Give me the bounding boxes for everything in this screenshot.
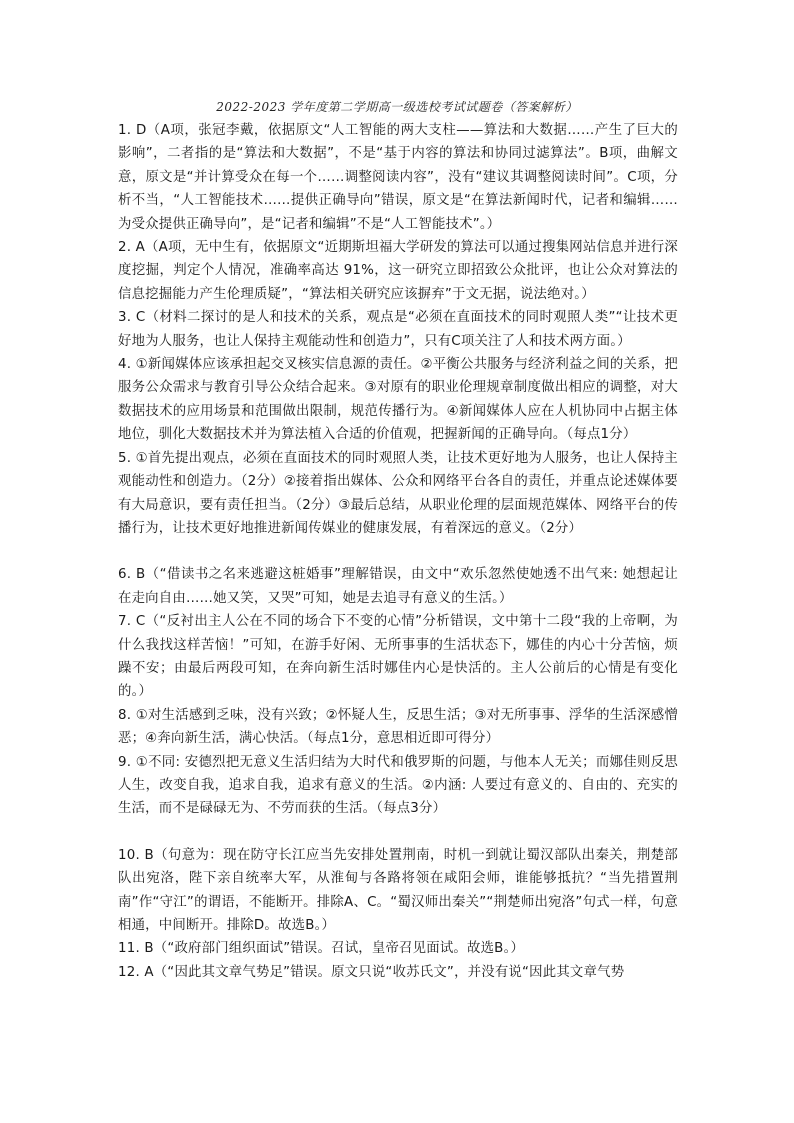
answer-3: 3. C（材料二探讨的是人和技术的关系，观点是“必须在直面技术的同时观照人类”“让技术更好地为人服务，也让人保持主观能动性和创造力”，只有C项关注了人和技术两方面。） bbox=[118, 310, 678, 349]
answer-8: 8. ①对生活感到乏味，没有兴致；②怀疑人生，反思生活；③对无所事事、浮华的生活深感憎恶；④奔向新生活，满心快活。（每点1分，意思相近即可得分） bbox=[118, 707, 678, 747]
answer-4: 4. ①新闻媒体应该承担起交叉核实信息源的责任。②平衡公共服务与经济利益之间的关系，把服务公众需求与教育引导公众结合起来。③对原有的职业伦理规章制度做出相应的调整，对大数据技术的应用场景和范围做出限制，规范传播行为。④新闻媒体人应在人机协同中占据主体地位，驯化大数据技术并为算法植入合适的价值观，把握新闻的正确导向。（每点1分） bbox=[118, 357, 678, 443]
answer-9: 9. ①不同: 安德烈把无意义生活归结为大时代和俄罗斯的问题，与他本人无关；而娜佳则反思人生，改变自我，追求自我，追求有意义的生活。②内涵: 人要过有意义的、自由的、充实的生活，而不是碌碌无为、不劳而获的生活。（每点3分） bbox=[118, 754, 678, 817]
page-title: 2022-2023 学年度第二学期高一级选校考试试题卷（答案解析） bbox=[216, 100, 578, 114]
answer-10: 10. B（句意为：现在防守长江应当先安排处置荆南，时机一到就让蜀汉部队出秦关，荆楚部队出宛洛，陛下亲自统率大军，从淮甸与各路将领在咸阳会师，谁能够抵抗？“当先措置荆南”作“守江”的谓语，不能断开。排除A、C。“蜀汉师出秦关”“荆楚师出宛洛”句式一样，句意相通，中间断开。排除D。故选B。） bbox=[118, 847, 678, 933]
answer-2: 2. A（A项，无中生有，依据原文“近期斯坦福大学研发的算法可以通过搜集网站信息并进行深度挖掘，判定个人情况，准确率高达 91%，这一研究立即招致公众批评，也让公众对算法的信息挖掘能力产生伦理质疑”，“算法相关研究应该摒弃”于文无据，说法绝对。） bbox=[118, 240, 678, 302]
section-gap bbox=[118, 821, 678, 844]
answer-content bbox=[118, 119, 678, 984]
answer-6: 6. B（“借读书之名来逃避这桩婚事”理解错误，由文中“欢乐忽然使她透不出气来: 她想起让在走向自由……她又笑，又哭”可知，她是去追寻有意义的生活。） bbox=[118, 567, 678, 606]
answer-7: 7. C（“反衬出主人公在不同的场合下不变的心情”分析错误，文中第十二段“我的上帝啊，为什么我找这样苦恼！”可知，在游手好闲、无所事事的生活状态下，娜佳的内心十分苦恼，烦躁不安；由最后两段可知，在奔向新生活时娜佳内心是快活的。主人公前后的心情是有变化的。） bbox=[118, 614, 678, 700]
answer-5: 5. ①首先提出观点，必须在直面技术的同时观照人类，让技术更好地为人服务，也让人保持主观能动性和创造力。（2分）②接着指出媒体、公众和网络平台各自的责任，并重点论述媒体要有大局意识，要有责任担当。（2分）③最后总结，从职业伦理的层面规范媒体、网络平台的传播行为，让技术更好地推进新闻传媒业的健康发展，有着深远的意义。（2分） bbox=[118, 450, 678, 536]
answer-12: 12. A（“因此其文章气势足”错误。原文只说“收苏氏文”，并没有说“因此其文章气势 bbox=[118, 964, 625, 980]
section-gap bbox=[118, 540, 678, 563]
answer-11: 11. B（“政府部门组织面试”错误。召试，皇帝召见面试。故选B。） bbox=[118, 941, 525, 957]
answer-1: 1. D（A项，张冠李戴，依据原文“人工智能的两大支柱——算法和大数据……产生了巨大的影响”，二者指的是“算法和大数据”，不是“基于内容的算法和协同过滤算法”。B项，曲解文意，原文是“并计算受众在每一个……调整阅读内容”，没有“建议其调整阅读时间”。C项，分析不当，“人工智能技术……提供正确导向”错误，原文是“在算法新闻时代，记者和编辑……为受众提供正确导向”，是“记者和编辑”不是“人工智能技术”。） bbox=[118, 123, 678, 232]
